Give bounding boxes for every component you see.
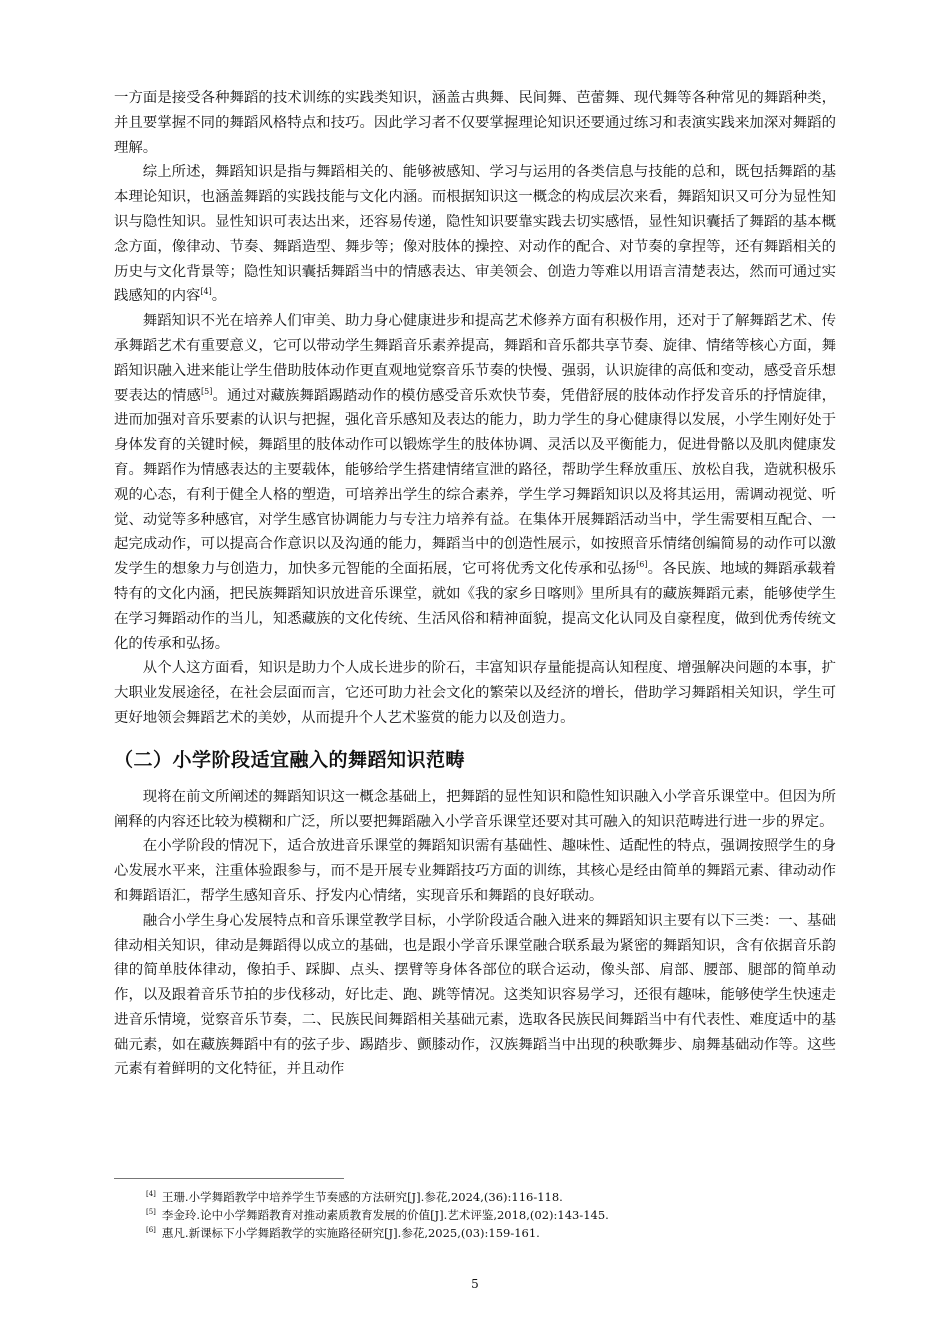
paragraph-4: 从个人这方面看，知识是助力个人成长进步的阶石，丰富知识存量能提高认知程度、增强解决问题的本事，扩大职业发展途径，在社会层面而言，它还可助力社会文化的繁荣以及经济的增长，借助学习舞蹈相关知识，学生可更好地领会舞蹈艺术的美妙，从而提升个人艺术鉴赏的能力以及创造力。 <box>114 660 836 726</box>
footnote-mark: [6] <box>146 1226 156 1234</box>
paragraph-2 <box>114 160 836 309</box>
paragraph-1: 一方面是接受各种舞蹈的技术训练的实践类知识，涵盖古典舞、民间舞、芭蕾舞、现代舞等各种常见的舞蹈种类，并且要掌握不同的舞蹈风格特点和技巧。因此学习者不仅要掌握理论知识还要通过练习和表演实践来加深对舞蹈的理解。 <box>114 90 836 156</box>
paragraph-6: 在小学阶段的情况下，适合放进音乐课堂的舞蹈知识需有基础性、趣味性、适配性的特点，强调按照学生的身心发展水平来，注重体验跟参与，而不是开展专业舞蹈技巧方面的训练，其核心是经由简单的舞蹈元素、律动动作和舞蹈语汇，帮学生感知音乐、抒发内心情绪，实现音乐和舞蹈的良好联动。 <box>114 838 836 904</box>
footnote-text: 李金玲.论中小学舞蹈教育对推动素质教育发展的价值[J].艺术评鉴,2018,(02):143-145. <box>161 1208 609 1222</box>
paragraph-3-part1: 舞蹈知识不光在培养人们审美、助力身心健康进步和提高艺术修养方面有积极作用，还对于了解舞蹈艺术、传承舞蹈艺术有重要意义，它可以带动学生舞蹈音乐素养提高，舞蹈和音乐都共享节奏、旋律、情绪等核心方面，舞蹈知识融入进来能让学生借助肢体动作更直观地觉察音乐节奏的快慢、强弱，认识旋律的高低和变动，感受音乐想要表达的情感 <box>114 313 836 404</box>
footnotes <box>146 1188 826 1242</box>
footnote-mark: [4] <box>146 1190 156 1198</box>
paragraph-7: 融合小学生身心发展特点和音乐课堂教学目标，小学阶段适合融入进来的舞蹈知识主要有以下三类：一、基础律动相关知识，律动是舞蹈得以成立的基础，也是跟小学音乐课堂融合联系最为紧密的舞蹈知识，含有依据音乐韵律的简单肢体律动，像拍手、踩脚、点头、摆臂等身体各部位的联合运动，像头部、肩部、腰部、腿部的简单动作，以及跟着音乐节拍的步伐移动，好比走、跑、跳等情况。这类知识容易学习，还很有趣味，能够使学生快速走进音乐情境，觉察音乐节奏，二、民族民间舞蹈相关基础元素，选取各民族民间舞蹈当中有代表性、难度适中的基础元素，如在藏族舞蹈中有的弦子步、踢踏步、颤膝动作，汉族舞蹈当中出现的秧歌舞步、扇舞基础动作等。这些元素有着鲜明的文化特征，并且动作 <box>114 912 836 1078</box>
paragraph-2-text: 综上所述，舞蹈知识是指与舞蹈相关的、能够被感知、学习与运用的各类信息与技能的总和，既包括舞蹈的基本理论知识，也涵盖舞蹈的实践技能与文化内涵。而根据知识这一概念的构成层次来看，舞蹈知识又可分为显性知识与隐性知识。显性知识可表达出来，还容易传递，隐性知识要靠实践去切实感悟，显性知识囊括了舞蹈的基本概念方面，像律动、节奏、舞蹈造型、舞步等；像对肢体的操控、对动作的配合、对节奏的拿捏等，还有舞蹈相关的历史与文化背景等；隐性知识囊括舞蹈当中的情感表达、审美领会、创造力等难以用语言清楚表达，然而可通过实践感知的内容 <box>114 164 836 305</box>
paragraph-2-tail: 。 <box>211 288 227 305</box>
footnote-text: 王珊.小学舞蹈教学中培养学生节奏感的方法研究[J].参花,2024,(36):116-118. <box>161 1190 563 1204</box>
page-body <box>114 86 836 1082</box>
paragraph-3-part2: 。通过对藏族舞蹈踢踏动作的模仿感受音乐欢快节奏，凭借舒展的肢体动作抒发音乐的抒情旋律，进而加强对音乐要素的认识与把握，强化音乐感知及表达的能力，助力学生的身心健康得以发展，小学生刚好处于身体发育的关键时候，舞蹈里的肢体动作可以锻炼学生的肢体协调、灵活以及平衡能力，促进骨骼以及肌肉健康发育。舞蹈作为情感表达的主要载体，能够给学生搭建情绪宣泄的路径，帮助学生释放重压、放松自我，造就积极乐观的心态，有利于健全人格的塑造，可培养出学生的综合素养，学生学习舞蹈知识以及将其运用，需调动视觉、听觉、动觉等多种感官，对学生感官协调能力与专注力培养有益。在集体开展舞蹈活动当中，学生需要相互配合、一起完成动作，可以提高合作意识以及沟通的能力，舞蹈当中的创造性展示，如按照音乐情绪创编简易的动作可以激发学生的想象力与创造力，加快多元智能的全面拓展，它可将优秀文化传承和弘扬 <box>114 387 836 578</box>
citation-4: [4] <box>200 287 212 297</box>
section-heading: （二）小学阶段适宜融入的舞蹈知识范畴 <box>114 748 466 771</box>
footnote-text: 惠凡.新课标下小学舞蹈教学的实施路径研究[J].参花,2025,(03):159-161. <box>161 1226 540 1240</box>
footnote-divider <box>114 1178 344 1179</box>
paragraph-5: 现将在前文所阐述的舞蹈知识这一概念基础上，把舞蹈的显性知识和隐性知识融入小学音乐课堂中。但因为所阐释的内容还比较为模糊和广泛，所以要把舞蹈融入小学音乐课堂还要对其可融入的知识范畴进行进一步的界定。 <box>114 788 836 830</box>
footnote-4 <box>146 1188 826 1206</box>
footnote-6 <box>146 1224 826 1242</box>
citation-5: [5] <box>201 386 213 396</box>
paragraph-3-part3: 。各民族、地域的舞蹈承载着特有的文化内涵，把民族舞蹈知识放进音乐课堂，就如《我的家乡日喀则》里所具有的藏族舞蹈元素，能够使学生在学习舞蹈动作的当儿，知悉藏族的文化传统、生活风俗和精神面貌，提高文化认同及自豪程度，做到优秀传统文化的传承和弘扬。 <box>114 561 836 652</box>
page-number: 5 <box>471 1277 479 1291</box>
citation-6: [6] <box>636 560 648 570</box>
paragraph-3 <box>114 309 836 656</box>
footnote-5 <box>146 1206 826 1224</box>
footnote-mark: [5] <box>146 1208 156 1216</box>
